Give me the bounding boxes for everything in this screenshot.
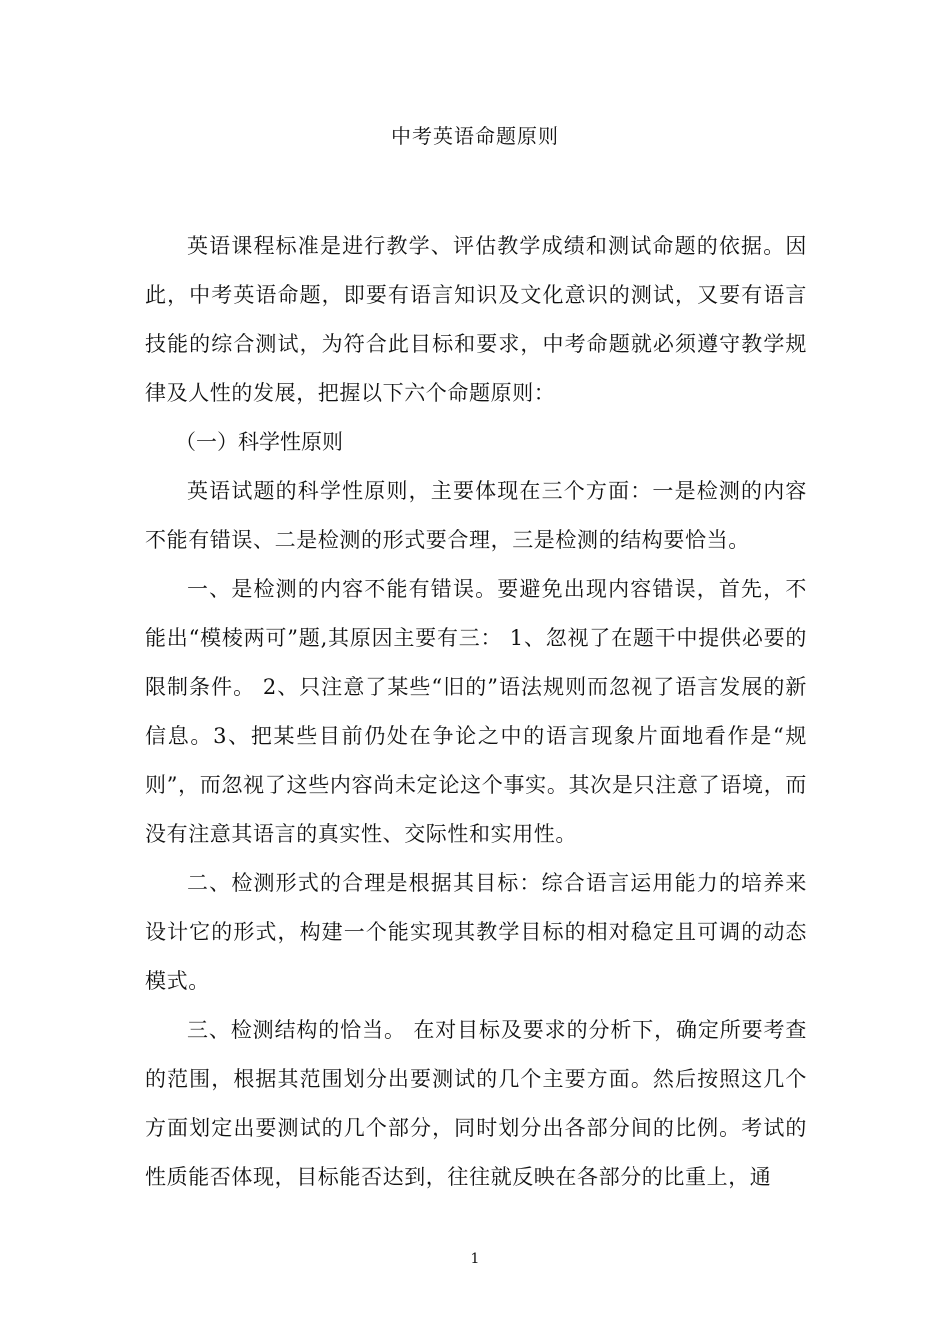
- point-three-paragraph: 三、检测结构的恰当。 在对目标及要求的分析下，确定所要考查的范围，根据其范围划分出要测试的几个主要方面。然后按照这几个方面划定出要测试的几个部分，同时划分出各部分间的比例。考试的性质能否体现，目标能否达到，往往就反映在各部分的比重上，通: [145, 1018, 807, 1189]
- page-title: 中考英语命题原则: [391, 124, 559, 148]
- document-body: [145, 222, 807, 1202]
- section-intro-paragraph: 英语试题的科学性原则，主要体现在三个方面：一是检测的内容不能有错误、二是检测的形式要合理，三是检测的结构要恰当。: [145, 479, 807, 552]
- point-one-paragraph: 一、是检测的内容不能有错误。要避免出现内容错误，首先，不能出“模棱两可”题,其原因主要有三： 1、忽视了在题干中提供必要的限制条件。 2、只注意了某些“旧的”语法规则而忽视了语言发展的新信息。3、把某些目前仍处在争论之中的语言现象片面地看作是“规则”，而忽视了这些内容尚未定论这个事实。其次是只注意了语境，而没有注意其语言的真实性、交际性和实用性。: [145, 577, 807, 846]
- section-heading: （一）科学性原则: [175, 430, 343, 454]
- point-two-paragraph: 二、检测形式的合理是根据其目标：综合语言运用能力的培养来设计它的形式，构建一个能实现其教学目标的相对稳定且可调的动态模式。: [145, 871, 807, 993]
- intro-paragraph: 英语课程标准是进行教学、评估教学成绩和测试命题的依据。因此，中考英语命题，即要有语言知识及文化意识的测试，又要有语言技能的综合测试，为符合此目标和要求，中考命题就必须遵守教学规律及人性的发展，把握以下六个命题原则：: [145, 234, 807, 405]
- page-number: 1: [470, 1251, 480, 1267]
